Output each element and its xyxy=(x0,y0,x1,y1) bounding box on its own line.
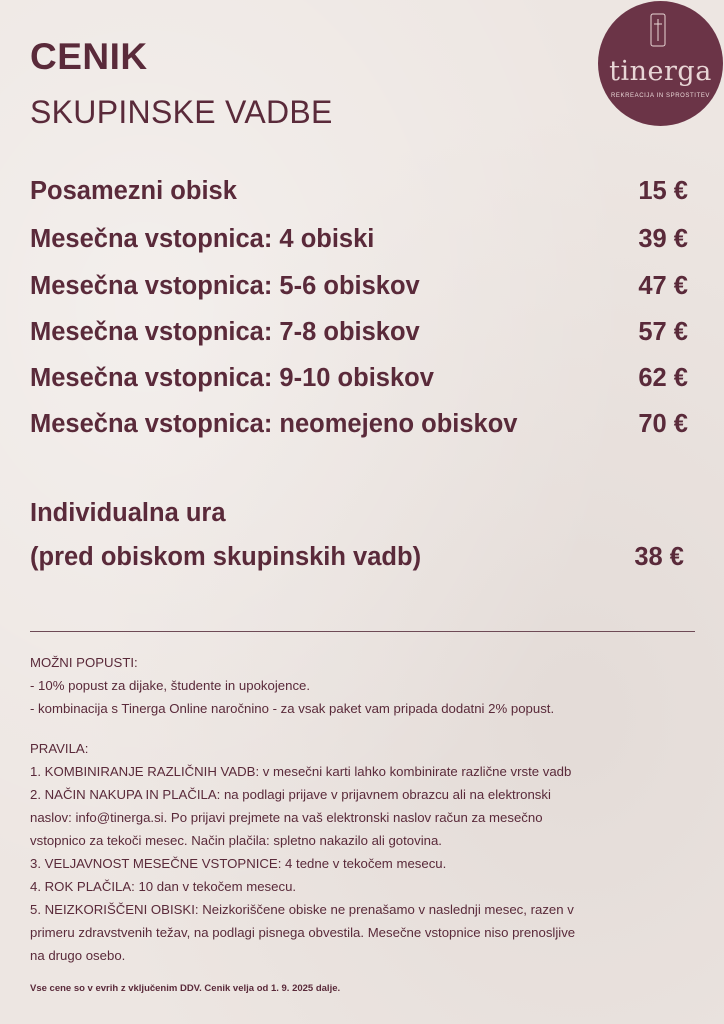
price-amount: 62 € xyxy=(638,364,688,392)
price-row-unlimited xyxy=(30,410,688,439)
logo-tagline: REKREACIJA IN SPROSTITEV xyxy=(610,93,711,99)
footnote: Vse cene so v evrih z vključenim DDV. Cenik velja od 1. 9. 2025 dalje. xyxy=(30,983,341,994)
rule-line: vstopnico za tekoči mesec. Način plačila: spletno nakazilo ali gotovina. xyxy=(30,833,442,848)
price-amount: 39 € xyxy=(638,225,688,253)
discounts-heading: MOŽNI POPUSTI: xyxy=(30,655,138,670)
individual-title: Individualna ura xyxy=(30,499,226,527)
price-amount: 38 € xyxy=(634,543,684,571)
price-row-single-visit xyxy=(30,177,688,206)
price-label: Mesečna vstopnica: 7-8 obiskov xyxy=(30,318,420,346)
price-row-9-10-visits xyxy=(30,364,688,393)
price-label: Posamezni obisk xyxy=(30,177,237,205)
rule-line: 2. NAČIN NAKUPA IN PLAČILA: na podlagi prijave v prijavnem obrazcu ali na elektronski xyxy=(30,787,551,802)
price-amount: 57 € xyxy=(638,318,688,346)
price-row-4-visits xyxy=(30,225,688,254)
logo-brand: tinerga xyxy=(609,56,712,87)
section-divider xyxy=(30,631,695,632)
rules-heading: PRAVILA: xyxy=(30,741,89,756)
rule-line: 4. ROK PLAČILA: 10 dan v tekočem mesecu. xyxy=(30,879,297,894)
discounts-section xyxy=(30,651,700,720)
logo-mark-icon xyxy=(650,13,666,47)
price-label: (pred obiskom skupinskih vadb) xyxy=(30,543,422,571)
price-label: Mesečna vstopnica: 4 obiski xyxy=(30,225,375,253)
rule-line: naslov: info@tinerga.si. Po prijavi prejmete na vaš elektronski naslov račun za mesečno xyxy=(30,810,543,825)
rules-section xyxy=(30,737,700,967)
tinerga-logo xyxy=(598,1,723,126)
price-amount: 47 € xyxy=(638,272,688,300)
price-label: Mesečna vstopnica: 5-6 obiskov xyxy=(30,272,420,300)
price-amount: 15 € xyxy=(638,177,688,205)
price-row-5-6-visits xyxy=(30,272,688,301)
rule-line: na drugo osebo. xyxy=(30,948,126,963)
discount-item: - kombinacija s Tinerga Online naročnino - za vsak paket vam pripada dodatni 2% popust. xyxy=(30,701,555,716)
rule-line: 1. KOMBINIRANJE RAZLIČNIH VADB: v mesečni karti lahko kombinirate različne vrste vadb xyxy=(30,764,572,779)
price-row-7-8-visits xyxy=(30,318,688,347)
price-row-individual xyxy=(30,543,684,572)
page-subtitle: SKUPINSKE VADBE xyxy=(30,94,333,130)
rule-line: primeru zdravstvenih težav, na podlagi pisnega obvestila. Mesečne vstopnice niso prenosljive xyxy=(30,925,576,940)
price-label: Mesečna vstopnica: neomejeno obiskov xyxy=(30,410,518,438)
rule-line: 5. NEIZKORIŠČENI OBISKI: Neizkoriščene obiske ne prenašamo v naslednji mesec, razen v xyxy=(30,902,574,917)
price-label: Mesečna vstopnica: 9-10 obiskov xyxy=(30,364,434,392)
page-title: CENIK xyxy=(30,36,148,77)
price-amount: 70 € xyxy=(638,410,688,438)
rule-line: 3. VELJAVNOST MESEČNE VSTOPNICE: 4 tedne v tekočem mesecu. xyxy=(30,856,447,871)
discount-item: - 10% popust za dijake, študente in upokojence. xyxy=(30,678,311,693)
